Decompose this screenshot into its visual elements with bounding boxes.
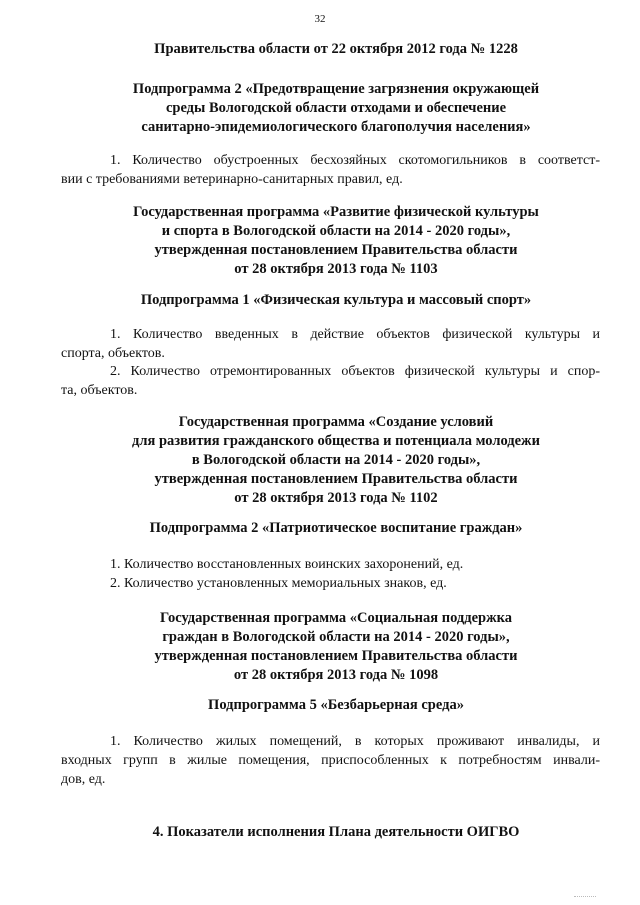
heading-line: Подпрограмма 2 «Предотвращение загрязнения окружающей	[132, 81, 540, 97]
decree-reference-heading	[60, 40, 612, 59]
state-program-heading	[60, 413, 612, 508]
heading-line: Правительства области от 22 октября 2012 года № 1228	[154, 41, 518, 57]
paragraph-line: та, объектов.	[61, 383, 138, 398]
heading-line: в Вологодской области на 2014 - 2020 годы»,	[191, 452, 481, 468]
subprogram-heading	[60, 696, 612, 715]
heading-line: Подпрограмма 1 «Физическая культура и массовый спорт»	[140, 292, 532, 308]
heading-line: от 28 октября 2013 года № 1103	[234, 261, 438, 277]
heading-line: Государственная программа «Создание условий	[178, 414, 494, 430]
heading-line: граждан в Вологодской области на 2014 - 2020 годы»,	[162, 629, 510, 645]
heading-line: от 28 октября 2013 года № 1098	[233, 667, 439, 683]
heading-line: утвержденная постановлением Правительства области	[154, 242, 518, 258]
paragraph-line: 1. Количество введенных в действие объектов физической культуры и	[110, 327, 600, 342]
heading-line: и спорта в Вологодской области на 2014 - 2020 годы»,	[161, 223, 511, 239]
paragraph-line: спорта, объектов.	[61, 346, 165, 361]
heading-line: для развития гражданского общества и потенциала молодежи	[132, 433, 540, 449]
paragraph-line: дов, ед.	[61, 772, 106, 787]
scan-artifact	[574, 893, 596, 897]
page-number: 32	[314, 13, 326, 25]
heading-line: санитарно-эпидемиологического благополучия населения»	[141, 119, 531, 135]
heading-line: утвержденная постановлением Правительства области	[154, 471, 518, 487]
heading-line: от 28 октября 2013 года № 1102	[234, 490, 438, 506]
indicator-paragraph	[88, 574, 600, 593]
indicator-paragraph	[61, 151, 600, 189]
paragraph-line: 1. Количество обустроенных бесхозяйных скотомогильников в соответст-	[110, 153, 600, 168]
state-program-heading	[60, 203, 612, 279]
indicator-paragraph	[88, 555, 600, 574]
heading-line: среды Вологодской области отходами и обеспечение	[165, 100, 507, 116]
heading-line: Подпрограмма 2 «Патриотическое воспитание граждан»	[149, 520, 523, 536]
heading-line: Государственная программа «Социальная поддержка	[160, 610, 512, 626]
paragraph-line: 2. Количество отремонтированных объектов физической культуры и спор-	[110, 364, 600, 379]
paragraph-line: 2. Количество установленных мемориальных знаков, ед.	[110, 576, 447, 591]
paragraph-line: вии с требованиями ветеринарно-санитарных правил, ед.	[61, 172, 403, 187]
indicator-paragraph	[61, 362, 600, 400]
heading-line: Подпрограмма 5 «Безбарьерная среда»	[208, 697, 464, 713]
subprogram-heading	[60, 519, 612, 538]
paragraph-line: 1. Количество жилых помещений, в которых проживают инвалиды, и	[110, 734, 600, 749]
subprogram-heading	[60, 291, 612, 310]
indicator-paragraph	[61, 732, 600, 789]
section-heading	[60, 823, 612, 842]
state-program-heading	[60, 609, 612, 685]
heading-line: утвержденная постановлением Правительства области	[154, 648, 518, 664]
indicator-paragraph	[61, 325, 600, 363]
heading-line: Государственная программа «Развитие физической культуры	[133, 204, 539, 220]
paragraph-line: 1. Количество восстановленных воинских захоронений, ед.	[110, 557, 464, 572]
heading-line: 4. Показатели исполнения Плана деятельности ОИГВО	[152, 824, 520, 840]
subprogram-heading	[60, 80, 612, 137]
paragraph-line: входных групп в жилые помещения, приспособленных к потребностям инвали-	[61, 753, 600, 768]
